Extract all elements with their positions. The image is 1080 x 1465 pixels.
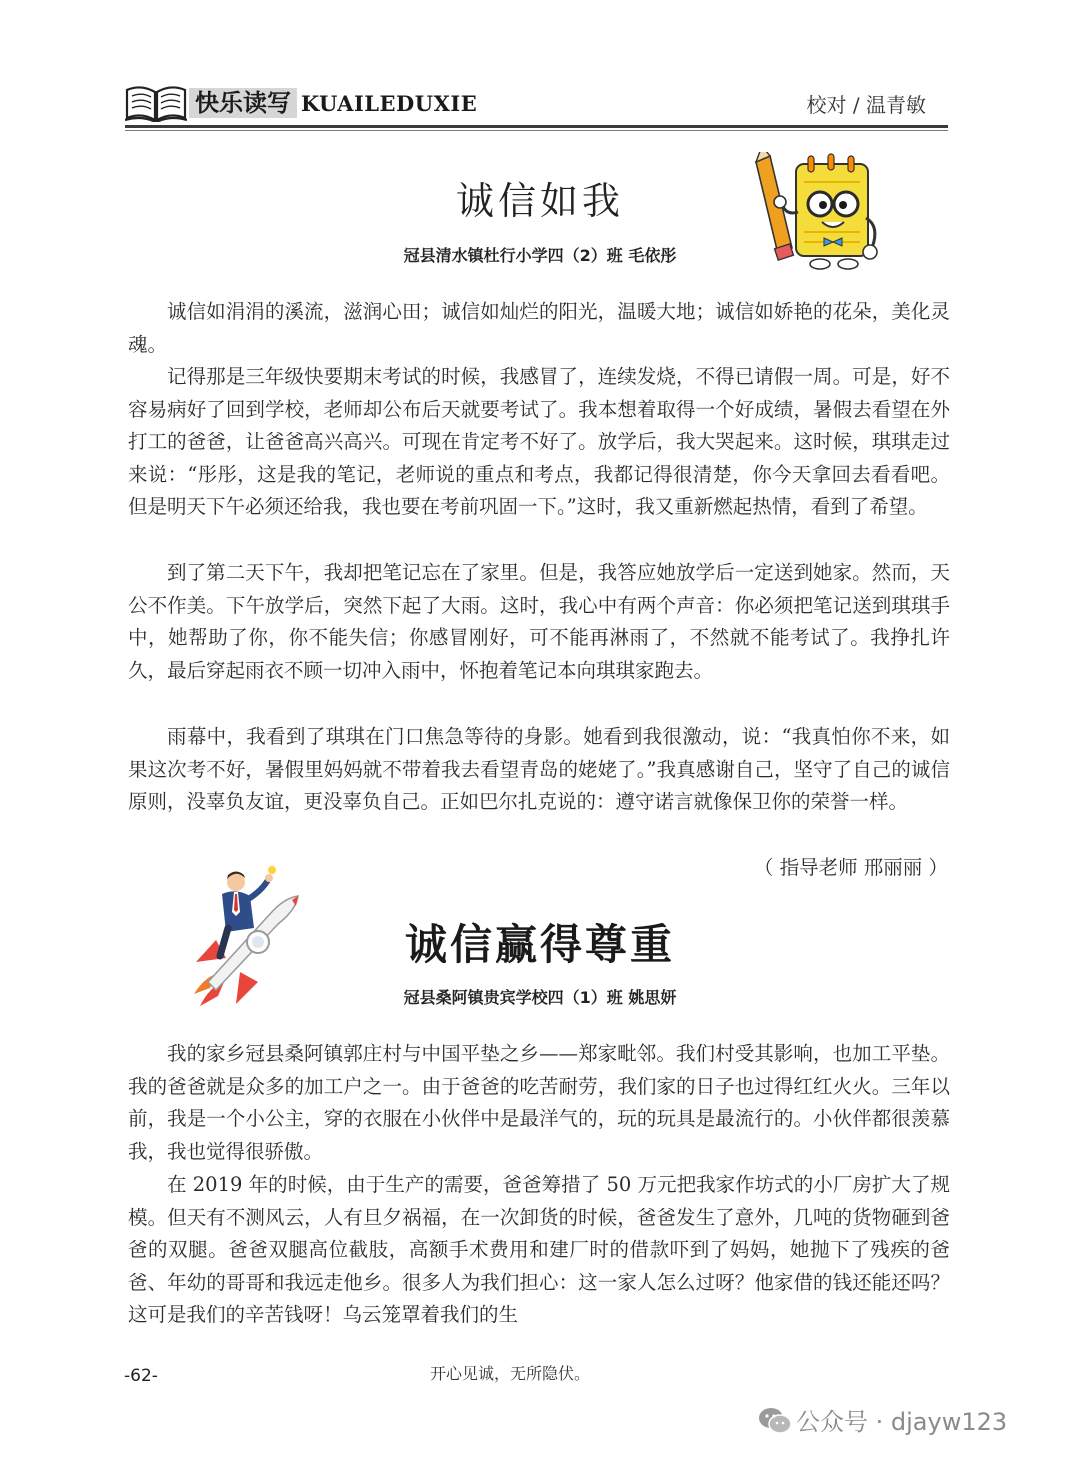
- article-1-teacher-credit: （ 指导老师 邢丽丽 ）: [753, 856, 948, 879]
- article-1-byline: 冠县清水镇杜行小学四（2）班 毛依彤: [403, 246, 677, 265]
- proofreader-credit: 校对 / 温青敏: [806, 93, 926, 117]
- article-1-title: 诚信如我: [455, 179, 624, 223]
- article-1-paragraph-3: 到了第二天下午，我却把笔记忘在了家里。但是，我答应她放学后一定送到她家。然而，天公不作美。下午放学后，突然下起了大雨。这时，我心中有两个声音：你必须把笔记送到琪琪手中，她帮助了你，你不能失信；你感冒刚好，可不能再淋雨了，不然就不能考试了。我挣扎许久，最后穿起雨衣不顾一切冲入雨中，怀抱着笔记本向琪琪家跑去。: [128, 561, 950, 682]
- header-rule-thin: [125, 130, 948, 131]
- open-book-icon: [125, 82, 187, 122]
- article-2-paragraph-1: 我的家乡冠县桑阿镇郭庄村与中国平垫之乡——郑家毗邻。我们村受其影响，也加工平垫。我的爸爸就是众多的加工户之一。由于爸爸的吃苦耐劳，我们家的日子也过得红红火火。三年以前，我是一个小公主，穿的衣服在小伙伴中是最洋气的，玩的玩具是最流行的。小伙伴都很羡慕我，我也觉得很骄傲。: [128, 1042, 950, 1163]
- article-2-paragraph-2: 在 2019 年的时候，由于生产的需要，爸爸筹措了 50 万元把我家作坊式的小厂房扩大了规模。但天有不测风云，人有旦夕祸福，在一次卸货的时候，爸爸发生了意外，几吨的货物砸到爸爸的双腿。爸爸双腿高位截肢，高额手术费用和建厂时的借款吓到了妈妈，她抛下了残疾的爸爸、年幼的哥哥和我远走他乡。很多人为我们担心：这一家人怎么过呀？他家借的钱还能还吗？这可是我们的辛苦钱呀！乌云笼罩着我们的生: [128, 1173, 950, 1327]
- page-number: -62-: [124, 1366, 158, 1386]
- header-rule: [125, 125, 948, 128]
- page-header: [125, 78, 948, 130]
- article-1-paragraph-1: 诚信如涓涓的溪流，滋润心田；诚信如灿烂的阳光，温暖大地；诚信如娇艳的花朵，美化灵魂。: [128, 300, 950, 356]
- brand-name-latin: KUAILEDUXIE: [301, 91, 478, 116]
- businessman-rocket-illustration: [192, 866, 304, 1008]
- article-2-byline: 冠县桑阿镇贵宾学校四（1）班 姚思妍: [403, 988, 677, 1007]
- article-1-paragraph-2: 记得那是三年级快要期末考试的时候，我感冒了，连续发烧，不得已请假一周。可是，好不容易病好了回到学校，老师却公布后天就要考试了。我本想着取得一个好成绩，暑假去看望在外打工的爸爸，让爸爸高兴高兴。可现在肯定考不好了。放学后，我大哭起来。这时候，琪琪走过来说：“彤彤，这是我的笔记，老师说的重点和考点，我都记得很清楚，你今天拿回去看看吧。但是明天下午必须还给我，我也要在考前巩固一下。”这时，我又重新燃起热情，看到了希望。: [128, 365, 950, 519]
- article-2-title: 诚信赢得尊重: [404, 920, 675, 969]
- watermark-text: 公众号 · djayw123: [796, 1408, 1008, 1436]
- wechat-icon: [758, 1406, 792, 1436]
- footer-motto: 开心见诚，无所隐伏。: [429, 1364, 590, 1383]
- brand-name-cn: 快乐读写: [189, 88, 297, 118]
- article-1-paragraph-4: 雨幕中，我看到了琪琪在门口焦急等待的身影。她看到我很激动，说：“我真怕你不来，如果这次考不好，暑假里妈妈就不带着我去看望青岛的姥姥了。”我真感谢自己，坚守了自己的诚信原则，没辜负友谊，更没辜负自己。正如巴尔扎克说的：遵守诺言就像保卫你的荣誉一样。: [128, 725, 950, 814]
